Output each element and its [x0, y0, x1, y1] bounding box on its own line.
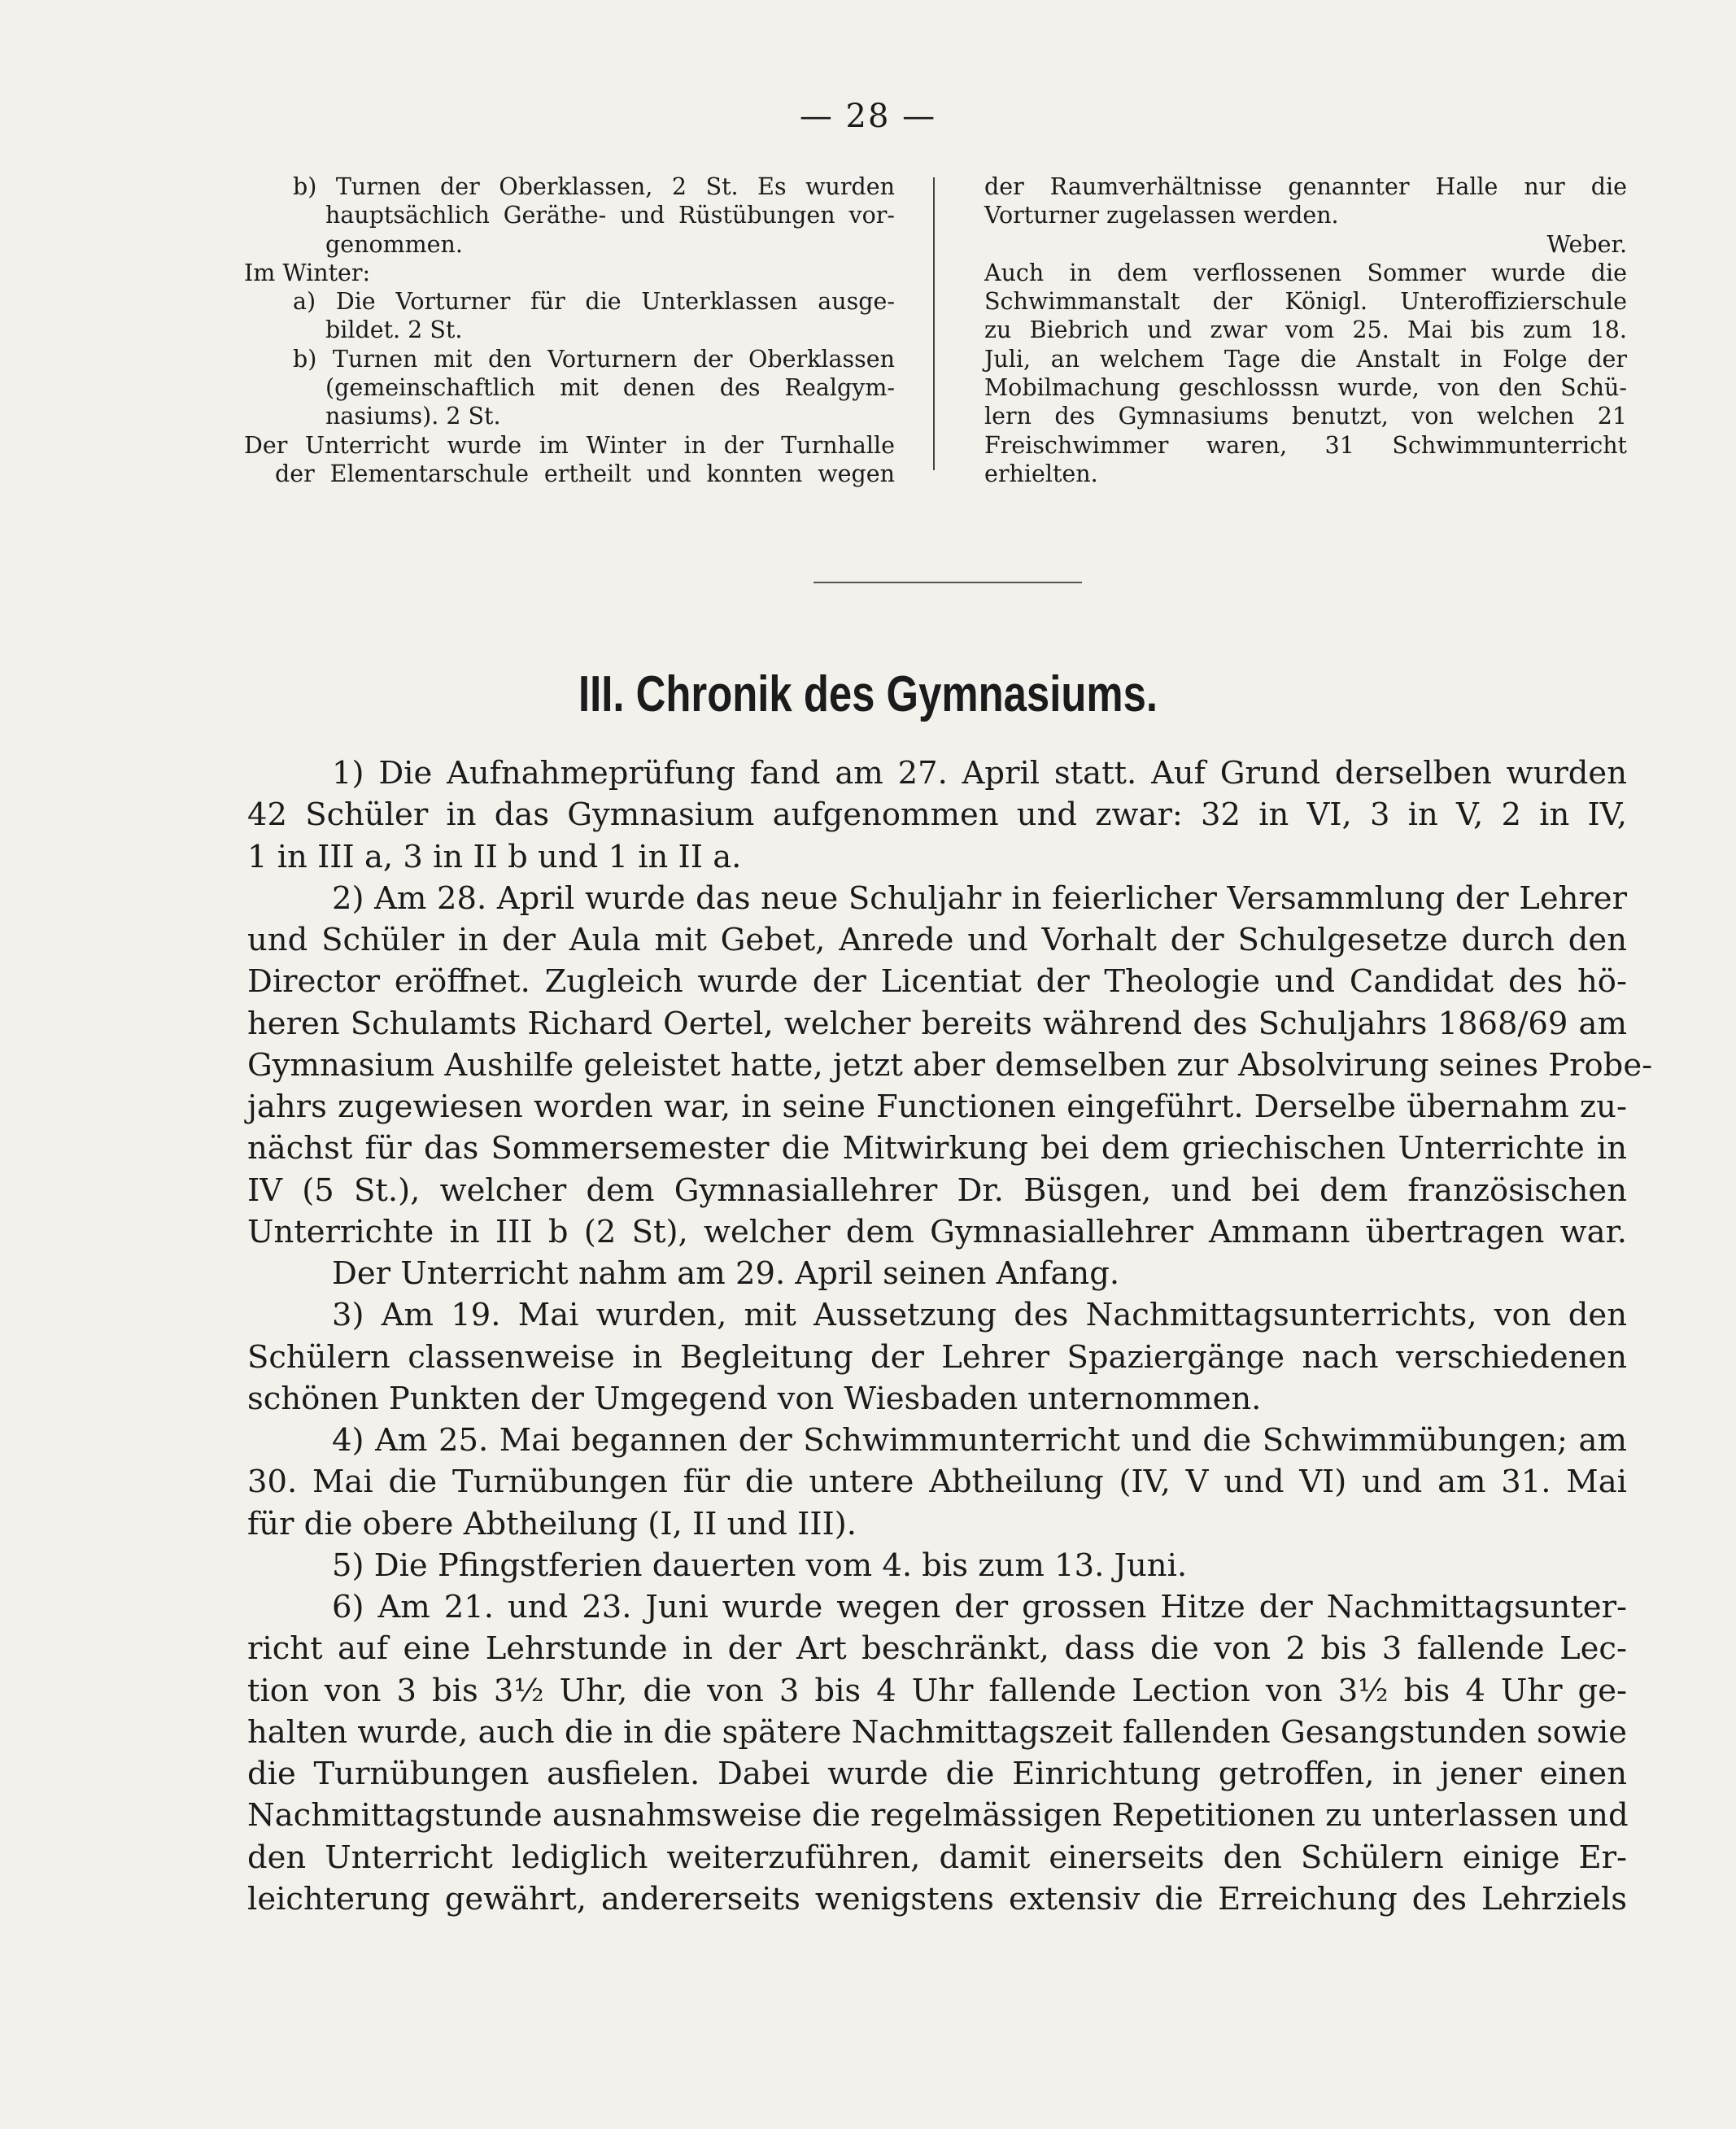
- chronicle-body: [247, 753, 1653, 1920]
- body-line: tion von 3 bis 3½ Uhr, die von 3 bis 4 Uhr fallende Lection von 3½ bis 4 Uhr ge-: [247, 1672, 1627, 1709]
- right-line: Freischwimmer waren, 31 Schwimmunterricht: [984, 431, 1627, 459]
- body-line: 4) Am 25. Mai begannen der Schwimmunterricht und die Schwimmübungen; am: [332, 1422, 1627, 1459]
- right-line: Mobilmachung geschlosssn wurde, von den Schü-: [984, 374, 1627, 402]
- left-column: [244, 172, 895, 488]
- left-line: b) Turnen mit den Vorturnern der Oberklassen: [293, 345, 895, 373]
- left-line: Der Unterricht wurde im Winter in der Turnhalle: [244, 431, 895, 459]
- left-line: hauptsächlich Geräthe- und Rüstübungen vor-: [325, 202, 895, 229]
- body-line: Unterrichte in III b (2 St), welcher dem Gymnasiallehrer Ammann übertragen war.: [247, 1213, 1627, 1250]
- right-line: Vorturner zugelassen werden.: [984, 202, 1339, 229]
- left-line: bildet. 2 St.: [325, 316, 463, 344]
- left-line: (gemeinschaftlich mit denen des Realgym-: [325, 374, 895, 402]
- body-line: halten wurde, auch die in die spätere Nachmittagszeit fallenden Gesangstunden sowie: [247, 1713, 1627, 1751]
- body-line: jahrs zugewiesen worden war, in seine Functionen eingeführt. Derselbe übernahm zu-: [247, 1088, 1627, 1125]
- body-line: Der Unterricht nahm am 29. April seinen Anfang.: [332, 1255, 1120, 1292]
- left-line: Im Winter:: [244, 259, 371, 286]
- body-line: und Schüler in der Aula mit Gebet, Anrede und Vorhalt der Schulgesetze durch den: [247, 922, 1627, 958]
- left-line: b) Turnen der Oberklassen, 2 St. Es wurden: [293, 173, 895, 200]
- right-line: der Raumverhältnisse genannter Halle nur die: [984, 173, 1627, 200]
- section-heading: III. Chronik des Gymnasiums.: [578, 666, 1158, 722]
- body-line: nächst für das Sommersemester die Mitwirkung bei dem griechischen Unterrichte in: [247, 1130, 1627, 1167]
- column-divider: [933, 177, 935, 470]
- left-line: nasiums). 2 St.: [325, 403, 501, 430]
- body-line: 3) Am 19. Mai wurden, mit Aussetzung des Nachmittagsunterrichts, von den: [332, 1297, 1627, 1334]
- signature-weber: Weber.: [1546, 230, 1627, 258]
- left-line: a) Die Vorturner für die Unterklassen ausge-: [293, 288, 895, 316]
- body-line: 5) Die Pfingstferien dauerten vom 4. bis zum 13. Juni.: [332, 1547, 1188, 1584]
- right-line: Auch in dem verflossenen Sommer wurde die: [984, 259, 1627, 286]
- body-line: für die obere Abtheilung (I, II und III).: [247, 1505, 857, 1542]
- body-line: 30. Mai die Turnübungen für die untere Abtheilung (IV, V und VI) und am 31. Mai: [247, 1464, 1627, 1501]
- body-line: die Turnübungen ausfielen. Dabei wurde die Einrichtung getroffen, in jener einen: [247, 1756, 1627, 1792]
- body-line: Director eröffnet. Zugleich wurde der Licentiat der Theologie und Candidat des hö-: [247, 963, 1627, 1001]
- section-rule: [813, 582, 1082, 583]
- body-line: Gymnasium Aushilfe geleistet hatte, jetzt aber demselben zur Absolvirung seines Probe-: [247, 1046, 1653, 1084]
- body-line: 42 Schüler in das Gymnasium aufgenommen und zwar: 32 in VI, 3 in V, 2 in IV,: [247, 796, 1627, 834]
- body-line: richt auf eine Lehrstunde in der Art beschränkt, dass die von 2 bis 3 fallende Lec-: [247, 1630, 1627, 1668]
- body-line: Nachmittagstunde ausnahmsweise die regelmässigen Repetitionen zu unterlassen und: [247, 1797, 1629, 1835]
- body-line: 1 in III a, 3 in II b und 1 in II a.: [247, 838, 742, 875]
- right-line: Schwimmanstalt der Königl. Unteroffizierschule: [984, 288, 1627, 316]
- body-line: schönen Punkten der Umgegend von Wiesbaden unternommen.: [247, 1380, 1262, 1417]
- left-line: genommen.: [325, 230, 463, 258]
- body-line: Schülern classenweise in Begleitung der Lehrer Spaziergänge nach verschiedenen: [247, 1338, 1627, 1376]
- body-line: IV (5 St.), welcher dem Gymnasiallehrer Dr. Büsgen, und bei dem französischen: [247, 1171, 1627, 1209]
- right-column: [984, 172, 1627, 488]
- body-line: 1) Die Aufnahmeprüfung fand am 27. April statt. Auf Grund derselben wurden: [332, 755, 1627, 792]
- right-line: zu Biebrich und zwar vom 25. Mai bis zum 18.: [984, 316, 1627, 344]
- body-line: heren Schulamts Richard Oertel, welcher bereits während des Schuljahrs 1868/69 am: [247, 1005, 1627, 1042]
- left-line: der Elementarschule ertheilt und konnten wegen: [275, 460, 895, 487]
- page-number: — 28 —: [799, 98, 937, 135]
- body-line: leichterung gewährt, andererseits wenigstens extensiv die Erreichung des Lehrziels: [247, 1880, 1627, 1917]
- right-line: Juli, an welchem Tage die Anstalt in Folge der: [984, 345, 1627, 373]
- right-line: lern des Gymnasiums benutzt, von welchen 21: [984, 403, 1627, 430]
- body-line: den Unterricht lediglich weiterzuführen, damit einerseits den Schülern einige Er-: [247, 1839, 1627, 1876]
- right-line: erhielten.: [984, 460, 1098, 487]
- body-line: 2) Am 28. April wurde das neue Schuljahr in feierlicher Versammlung der Lehrer: [332, 879, 1627, 917]
- body-line: 6) Am 21. und 23. Juni wurde wegen der grossen Hitze der Nachmittagsunter-: [332, 1589, 1627, 1625]
